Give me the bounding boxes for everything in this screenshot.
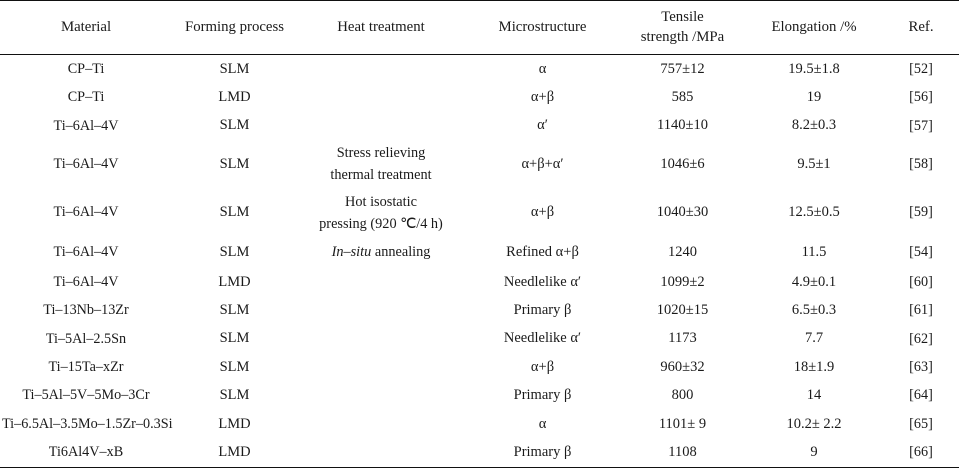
heat-line-1: Hot isostatic bbox=[345, 193, 417, 210]
column-header-material bbox=[0, 1, 172, 55]
cell-heat-treatment bbox=[297, 83, 465, 111]
cell-heat-treatment bbox=[297, 410, 465, 438]
cell-tensile-strength: 1108 bbox=[620, 439, 745, 468]
table-row bbox=[0, 297, 959, 325]
table-row bbox=[0, 237, 959, 268]
cell-elongation: 10.2± 2.2 bbox=[786, 415, 842, 432]
cell-tensile-strength: 585 bbox=[671, 88, 694, 105]
cell-ref: [66] bbox=[883, 439, 959, 468]
heat-rest: annealing bbox=[371, 244, 431, 261]
cell-microstructure: α+β bbox=[530, 204, 555, 221]
table-row bbox=[0, 140, 959, 188]
cell-microstructure: α′ bbox=[537, 117, 548, 134]
cell-tensile-strength: 1173 bbox=[668, 330, 697, 347]
cell-ref: [57] bbox=[909, 117, 933, 134]
cell-elongation: 14 bbox=[806, 387, 822, 404]
cell-ref: [64] bbox=[909, 387, 933, 404]
table-row bbox=[0, 268, 959, 296]
cell-tensile-strength: 1020±15 bbox=[656, 302, 709, 319]
table-row bbox=[0, 439, 959, 468]
cell-ref: [54] bbox=[909, 244, 933, 261]
cell-ref: [65] bbox=[909, 415, 933, 432]
table-row bbox=[0, 410, 959, 438]
header-line-1: Ref. bbox=[908, 18, 934, 35]
cell-ref: [58] bbox=[909, 155, 933, 172]
table-row bbox=[0, 353, 959, 381]
cell-microstructure: Primary β bbox=[513, 302, 572, 319]
cell-tensile-strength: 1099±2 bbox=[660, 273, 705, 290]
cell-heat-treatment bbox=[297, 382, 465, 410]
cell-microstructure: α+β bbox=[530, 358, 555, 375]
cell-tensile-strength: 960±32 bbox=[660, 358, 705, 375]
cell-heat-treatment bbox=[297, 55, 465, 84]
column-header-elongation bbox=[745, 1, 883, 55]
heat-line-1: Stress relieving bbox=[336, 145, 426, 162]
cell-forming-process: LMD bbox=[218, 88, 251, 105]
cell-ref: [61] bbox=[909, 302, 933, 319]
cell-material: CP–Ti bbox=[67, 60, 105, 77]
cell-elongation: 11.5 bbox=[801, 243, 827, 260]
cell-forming-process: SLM bbox=[219, 117, 250, 134]
cell-elongation: 7.7 bbox=[804, 330, 824, 347]
cell-microstructure: Primary β bbox=[513, 387, 572, 404]
header-line-1: Elongation /% bbox=[771, 18, 857, 35]
heat-line-2: thermal treatment bbox=[330, 167, 432, 184]
header-line-1: Microstructure bbox=[498, 18, 587, 35]
cell-material: Ti–6.5Al–3.5Mo–1.5Zr–0.3Si bbox=[2, 415, 173, 432]
cell-microstructure: α bbox=[538, 60, 547, 77]
cell-ref: [52] bbox=[909, 60, 933, 77]
cell-microstructure: Refined α+β bbox=[506, 243, 579, 260]
cell-microstructure: Needlelike α′ bbox=[503, 273, 582, 290]
cell-tensile-strength: 1046±6 bbox=[660, 155, 705, 172]
cell-elongation: 19.5±1.8 bbox=[788, 60, 840, 77]
cell-heat-treatment bbox=[297, 353, 465, 381]
header-line-1: Heat treatment bbox=[337, 18, 425, 35]
cell-heat-treatment bbox=[297, 297, 465, 325]
cell-forming-process: SLM bbox=[219, 302, 250, 319]
header-line-2: strength /MPa bbox=[640, 28, 725, 45]
cell-forming-process: SLM bbox=[219, 155, 250, 172]
cell-elongation: 9 bbox=[745, 439, 883, 468]
cell-tensile-strength: 800 bbox=[671, 387, 694, 404]
cell-ref: [62] bbox=[909, 330, 933, 347]
table-row bbox=[0, 325, 959, 353]
header-line-1: Material bbox=[60, 18, 112, 35]
cell-ref: [56] bbox=[909, 89, 933, 106]
table-row bbox=[0, 55, 959, 84]
cell-tensile-strength: 1240 bbox=[668, 243, 697, 260]
cell-forming-process: LMD bbox=[218, 415, 251, 432]
cell-elongation: 6.5±0.3 bbox=[791, 302, 837, 319]
column-header-microstructure bbox=[465, 1, 620, 55]
cell-ref: [63] bbox=[909, 359, 933, 376]
column-header-heat-treatment bbox=[297, 1, 465, 55]
table-row bbox=[0, 83, 959, 111]
cell-ref: [59] bbox=[909, 204, 933, 221]
heat-italic-term: In–situ bbox=[331, 244, 372, 261]
cell-forming-process: LMD bbox=[172, 439, 297, 468]
cell-heat-treatment bbox=[297, 268, 465, 296]
heat-line-2: pressing (920 ℃/4 h) bbox=[319, 215, 443, 232]
cell-material: CP–Ti bbox=[67, 89, 105, 106]
cell-microstructure: α+β+α′ bbox=[521, 155, 564, 172]
table-header-row bbox=[0, 1, 959, 55]
cell-forming-process: SLM bbox=[219, 330, 250, 347]
cell-material: Ti6Al4V–xB bbox=[0, 439, 172, 468]
cell-heat-treatment bbox=[297, 140, 465, 188]
cell-material: Ti–13Nb–13Zr bbox=[43, 302, 129, 319]
table-body bbox=[0, 55, 959, 468]
table-row bbox=[0, 189, 959, 237]
cell-tensile-strength: 1101± 9 bbox=[658, 415, 707, 432]
cell-microstructure: α bbox=[538, 415, 547, 432]
cell-material: Ti–6Al–4V bbox=[53, 244, 119, 261]
column-header-tensile-strength bbox=[620, 1, 745, 55]
cell-heat-treatment bbox=[297, 112, 465, 140]
cell-tensile-strength: 1140±10 bbox=[657, 117, 708, 134]
cell-elongation: 19 bbox=[806, 88, 822, 105]
table-row bbox=[0, 112, 959, 140]
cell-elongation: 18±1.9 bbox=[793, 358, 835, 375]
cell-forming-process: SLM bbox=[219, 387, 250, 404]
cell-elongation: 4.9±0.1 bbox=[791, 273, 837, 290]
header-line-1: Tensile bbox=[661, 9, 704, 25]
cell-elongation: 12.5±0.5 bbox=[788, 204, 840, 221]
column-header-forming-process bbox=[172, 1, 297, 55]
cell-heat-treatment bbox=[297, 325, 465, 353]
cell-forming-process: SLM bbox=[219, 204, 250, 221]
cell-elongation: 8.2±0.3 bbox=[791, 117, 837, 134]
cell-forming-process: SLM bbox=[219, 243, 250, 260]
cell-microstructure: α+β bbox=[530, 88, 555, 105]
cell-material: Ti–6Al–4V bbox=[53, 155, 119, 172]
cell-microstructure: Primary β bbox=[465, 439, 620, 468]
cell-elongation: 9.5±1 bbox=[797, 155, 831, 172]
cell-material: Ti–5Al–2.5Sn bbox=[45, 330, 127, 347]
cell-ref: [60] bbox=[909, 273, 933, 290]
cell-forming-process: LMD bbox=[218, 273, 251, 290]
column-header-ref bbox=[883, 1, 959, 55]
header-line-1: Forming process bbox=[184, 18, 285, 35]
cell-material: Ti–6Al–4V bbox=[53, 273, 119, 290]
cell-tensile-strength: 1040±30 bbox=[656, 204, 709, 221]
cell-material: Ti–6Al–4V bbox=[53, 117, 119, 134]
cell-material: Ti–5Al–5V–5Mo–3Cr bbox=[22, 387, 150, 404]
cell-heat-treatment bbox=[297, 439, 465, 468]
cell-forming-process: SLM bbox=[219, 60, 250, 77]
cell-heat-treatment bbox=[297, 189, 465, 237]
cell-forming-process: SLM bbox=[219, 358, 250, 375]
cell-tensile-strength: 757±12 bbox=[660, 60, 705, 77]
cell-material: Ti–6Al–4V bbox=[53, 204, 119, 221]
table-row bbox=[0, 382, 959, 410]
cell-heat-treatment bbox=[297, 237, 465, 268]
cell-material: Ti–15Ta–xZr bbox=[48, 359, 124, 376]
cell-microstructure: Needlelike α′ bbox=[503, 330, 582, 347]
table-head bbox=[0, 1, 959, 55]
